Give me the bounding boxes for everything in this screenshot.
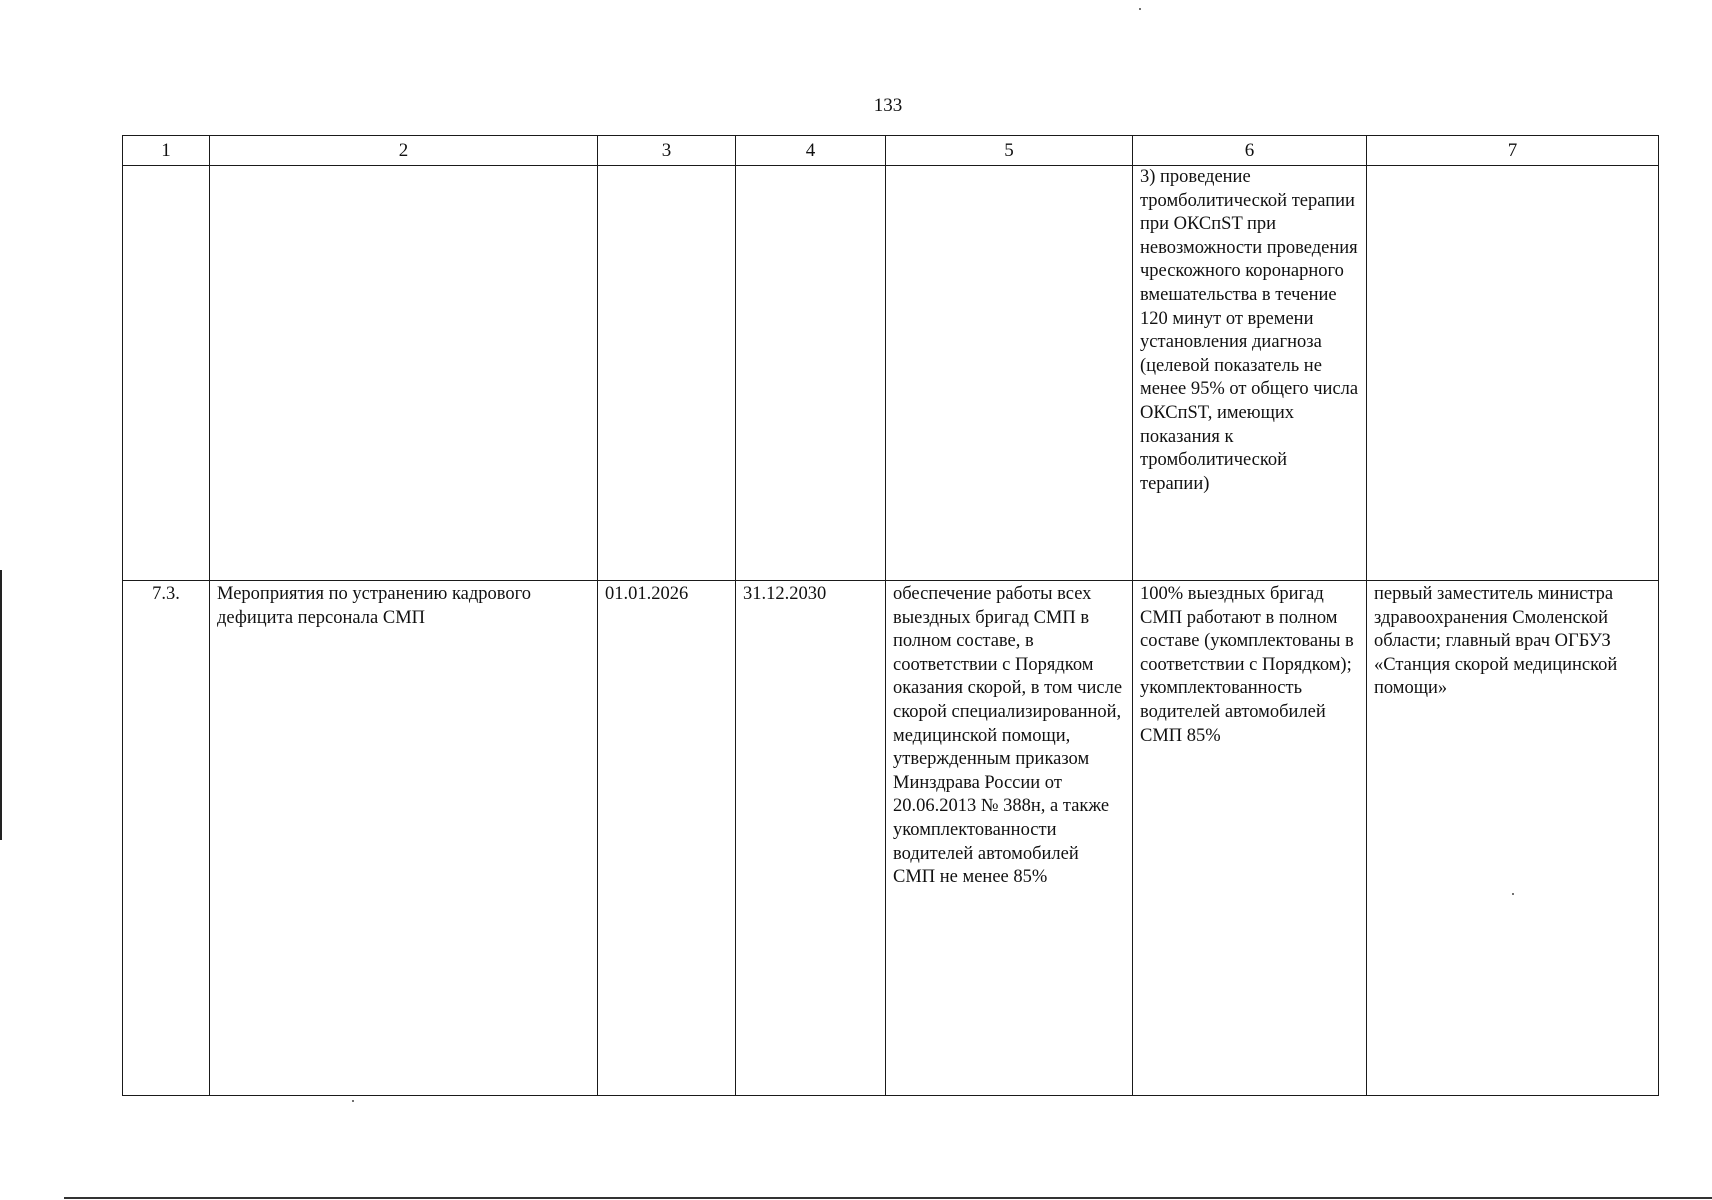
- header-col-3: 3: [598, 136, 736, 166]
- cell-description: обеспечение работы всех выездных бригад СМП в полном составе, в соответствии с Порядком оказания скорой, в том числе скорой специализированной, медицинской помощи, утвержденным приказом Минздрава России от 20.06.2013 № 388н, а также укомплектованности водителей автомобилей СМП не менее 85%: [886, 581, 1133, 1096]
- cell-item-number: [123, 166, 210, 581]
- cell-end-date: [736, 166, 886, 581]
- cell-result: 3) проведение тромболитической терапии при ОКСпST при невозможности проведения чрескожного коронарного вмешательства в течение 120 минут от времени установления диагноза (целевой показатель не менее 95% от общего числа ОКСпST, имеющих показания к тромболитической терапии): [1133, 166, 1367, 581]
- header-col-7: 7: [1367, 136, 1659, 166]
- cell-end-date: 31.12.2030: [736, 581, 886, 1096]
- scan-speck: [1139, 8, 1141, 10]
- cell-responsible: первый заместитель министра здравоохранения Смоленской области; главный врач ОГБУЗ «Станция скорой медицинской помощи»: [1367, 581, 1659, 1096]
- table-header: [123, 136, 1659, 166]
- scan-edge-mark: [0, 570, 2, 840]
- header-col-4: 4: [736, 136, 886, 166]
- cell-responsible: [1367, 166, 1659, 581]
- cell-measure: Мероприятия по устранению кадрового дефицита персонала СМП: [210, 581, 598, 1096]
- cell-item-number: 7.3.: [123, 581, 210, 1096]
- header-col-5: 5: [886, 136, 1133, 166]
- page-number: 133: [873, 95, 903, 116]
- measures-table: [122, 135, 1659, 1096]
- scan-bottom-rule: [64, 1197, 1712, 1199]
- header-col-1: 1: [123, 136, 210, 166]
- header-row: [123, 136, 1659, 166]
- header-col-2: 2: [210, 136, 598, 166]
- cell-measure: [210, 166, 598, 581]
- table-row: [123, 166, 1659, 581]
- header-col-6: 6: [1133, 136, 1367, 166]
- cell-start-date: [598, 166, 736, 581]
- table-row: [123, 581, 1659, 1096]
- scan-speck: [352, 1100, 354, 1102]
- scan-speck: [1512, 893, 1514, 895]
- cell-start-date: 01.01.2026: [598, 581, 736, 1096]
- cell-result: 100% выездных бригад СМП работают в полном составе (укомплектованы в соответствии с Порядком); укомплектованность водителей автомобилей СМП 85%: [1133, 581, 1367, 1096]
- cell-description: [886, 166, 1133, 581]
- table-body: [123, 166, 1659, 1096]
